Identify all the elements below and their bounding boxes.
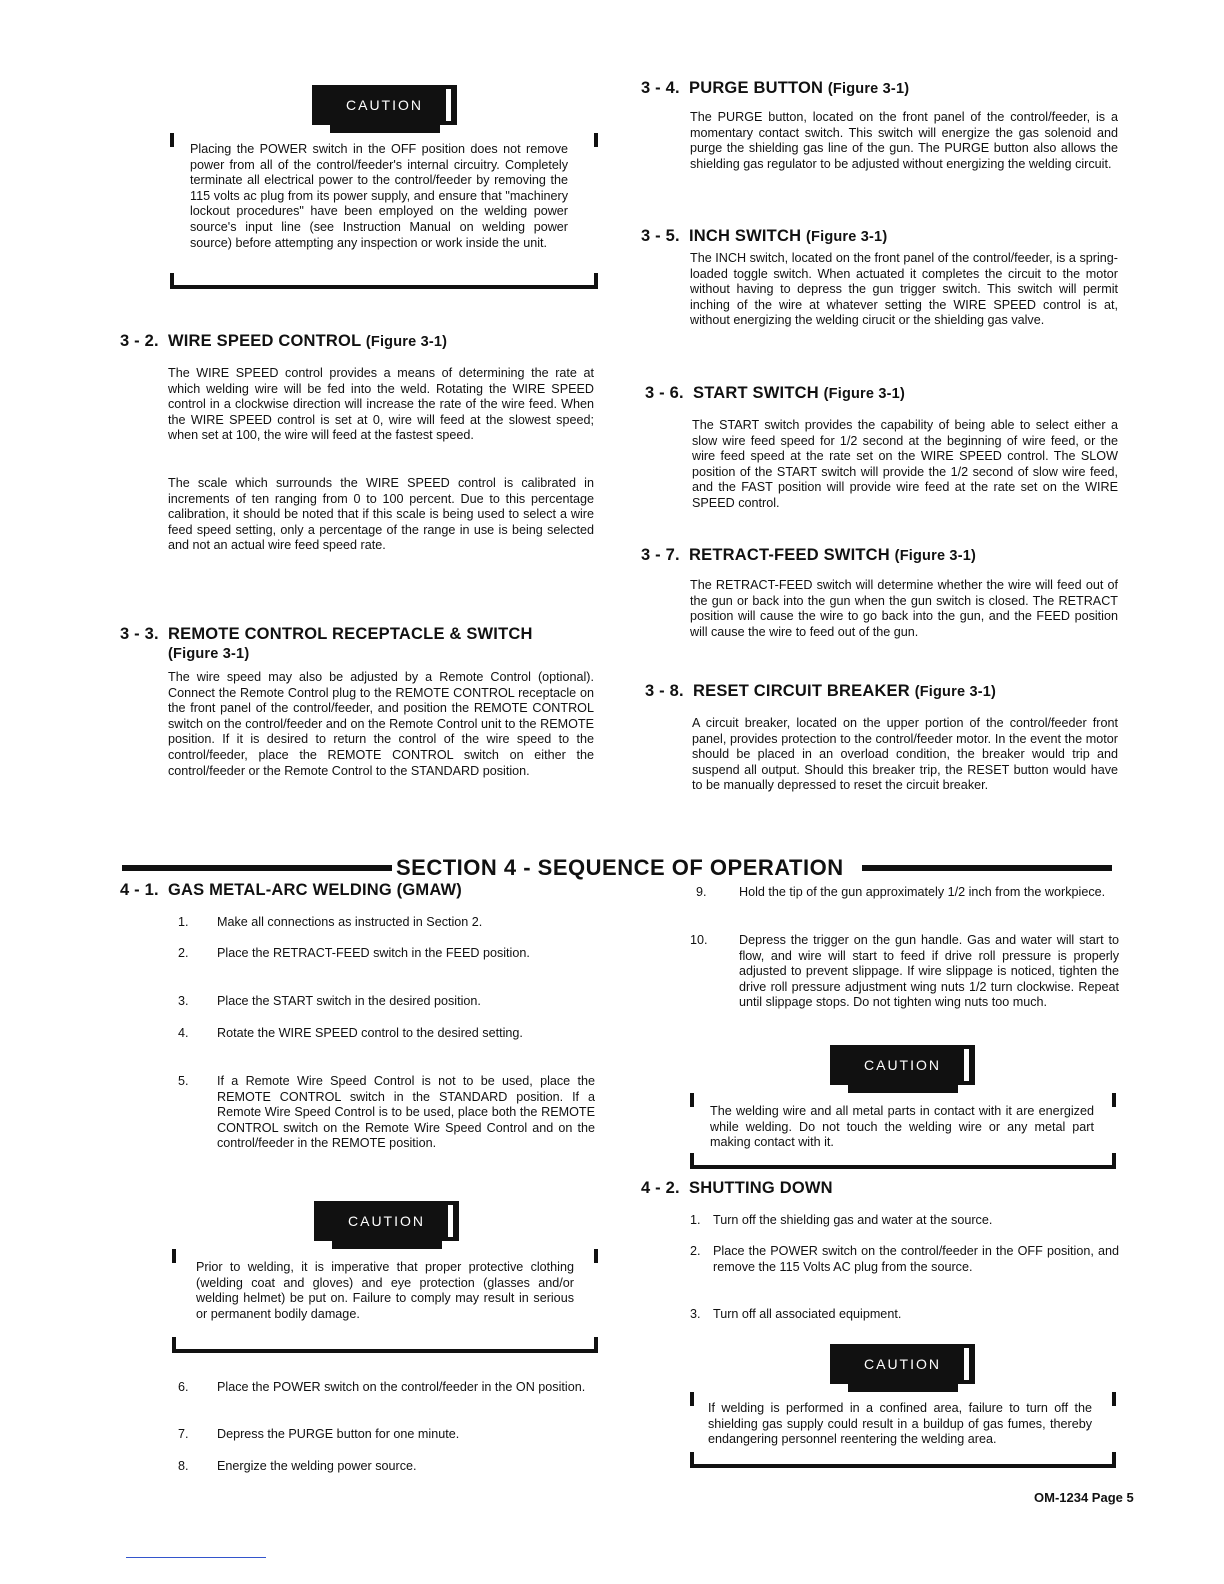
step-text: Make all connections as instructed in Section 2.: [217, 915, 483, 929]
figure-ref: (Figure 3-1): [894, 548, 977, 564]
heading-4-1: [120, 880, 600, 900]
section-number: 3 - 8.: [645, 682, 684, 700]
caution-left-bar: [170, 273, 174, 287]
section-title: RESET CIRCUIT BREAKER: [693, 682, 910, 700]
heading-3-7: [641, 545, 1121, 566]
step-number: 2.: [690, 1244, 701, 1258]
heading-3-3-figure: [168, 643, 368, 664]
step-text: Hold the tip of the gun approximately 1/2 inch from the workpiece.: [739, 885, 1106, 899]
caution-text: The welding wire and all metal parts in contact with it are energized while welding. Do not touch the welding wire or any metal part making contact with it.: [710, 1104, 1094, 1150]
step-text: Rotate the WIRE SPEED control to the desired setting.: [217, 1026, 523, 1040]
step-number: 5.: [178, 1074, 189, 1088]
section-title: PURGE BUTTON: [689, 79, 824, 97]
footnote-rule: [126, 1557, 266, 1558]
section-rule-left: [122, 865, 392, 871]
step-text: Energize the welding power source.: [217, 1459, 417, 1473]
section-number: 3 - 2.: [120, 332, 159, 350]
figure-ref: (Figure 3-1): [806, 229, 888, 245]
section-number: 3 - 6.: [645, 384, 684, 402]
heading-3-4: [641, 78, 1121, 99]
caution-right-bar: [594, 1337, 598, 1351]
section-number: 4 - 2.: [641, 1179, 680, 1197]
step-text: Turn off all associated equipment.: [713, 1307, 902, 1321]
section-title: SHUTTING DOWN: [689, 1179, 833, 1197]
caution-right-bar: [1112, 1093, 1116, 1107]
paragraph: The wire speed may also be adjusted by a Remote Control (optional). Connect the Remote Control plug to the REMOTE CONTROL receptacle on the front panel of the control/feeder, and position the REMOTE CONTROL switch on the control/feeder and on the Remote Control unit to the REMOTE position. If it is desired to return the control of the wire speed to the control/feeder, place the REMOTE CONTROL switch on either the control/feeder or the Remote Control to the STANDARD position.: [168, 670, 594, 778]
caution-label: CAUTION: [830, 1344, 975, 1384]
heading-3-6: [645, 383, 1125, 404]
section-number: 4 - 1.: [120, 881, 159, 899]
section-title: START SWITCH: [693, 384, 819, 402]
paragraph: The WIRE SPEED control provides a means of determining the rate at which welding wire will be fed into the weld. Rotating the WIRE SPEED control in a clockwise direction will increase the rate of the wire feed. When the WIRE SPEED control is set at 0, wire will feed at the slowest speed; when set at 100, the wire will feed at the fastest speed.: [168, 366, 594, 443]
caution-notch: [332, 1241, 442, 1249]
step-number: 6.: [178, 1380, 189, 1394]
heading-3-2: [120, 331, 600, 352]
section-number: 3 - 3.: [120, 625, 159, 643]
figure-ref: (Figure 3-1): [168, 646, 250, 662]
caution-left-bar: [172, 1337, 176, 1351]
caution-text: If welding is performed in a confined area, failure to turn off the shielding gas supply could result in a buildup of gas fumes, thereby endangering personnel reentering the welding area.: [708, 1401, 1092, 1447]
caution-left-bar: [690, 1153, 694, 1167]
step-text: Turn off the shielding gas and water at the source.: [713, 1213, 993, 1227]
paragraph: The START switch provides the capability of being able to select either a slow wire feed speed for 1/2 second at the beginning of wire feed, or the wire feed speed at the rate set on the WIRE SPEED control. The SLOW position of the START switch will provide the 1/2 second of slow wire feed, and the FAST position will provide wire feed at the rate set on the WIRE SPEED control.: [692, 418, 1118, 510]
heading-3-8: [645, 681, 1125, 702]
caution-power-off: [170, 82, 598, 292]
section-4-title: SECTION 4 - SEQUENCE OF OPERATION: [396, 855, 844, 880]
step-number: 9.: [696, 885, 707, 899]
figure-ref: (Figure 3-1): [823, 386, 905, 402]
section-title: GAS METAL-ARC WELDING (GMAW): [168, 881, 463, 899]
caution-left-bar: [170, 133, 174, 147]
step-number: 3.: [178, 994, 189, 1008]
caution-text: Prior to welding, it is imperative that proper protective clothing (welding coat and gloves) and eye protection (glasses and/or welding helmet) be put on. Failure to comply may result in serious or permanent bodily damage.: [196, 1260, 574, 1321]
caution-right-bar: [594, 273, 598, 287]
heading-3-3: [120, 624, 600, 644]
section-title: RETRACT-FEED SWITCH: [689, 546, 890, 564]
figure-ref: (Figure 3-1): [914, 684, 997, 700]
step-number: 1.: [690, 1213, 701, 1227]
caution-text: Placing the POWER switch in the OFF position does not remove power from all of the control/feeder's internal circuitry. Completely terminate all electrical power to the control/feeder by removing the 115 volts ac plug from its power supply, and ensure that "machinery lockout procedures" have been employed on the welding power source's input line (see Instruction Manual on welding power source) before attempting any inspection or work inside the unit.: [190, 142, 568, 250]
figure-ref: (Figure 3-1): [827, 81, 910, 97]
paragraph: The scale which surrounds the WIRE SPEED control is calibrated in increments of ten ranging from 0 to 100 percent. Due to this percentage calibration, it should be noted that if this scale is being used to select a wire feed speed setting, only a percentage of the range in use is being selected and not an actual wire feed speed rate.: [168, 476, 594, 553]
caution-notch: [848, 1085, 958, 1093]
step-number: 1.: [178, 915, 189, 929]
caution-right-bar: [594, 1249, 598, 1263]
paragraph: The RETRACT-FEED switch will determine whether the wire will feed out of the gun or back into the gun when the gun switch is closed. The RETRACT position will cause the wire to go back into the gun, and the FEED position will cause the wire to feed out of the gun.: [690, 578, 1118, 639]
caution-right-bar: [1112, 1392, 1116, 1406]
step-text: Place the POWER switch on the control/feeder in the ON position.: [217, 1380, 586, 1394]
caution-right-bar: [1112, 1153, 1116, 1167]
section-number: 3 - 4.: [641, 79, 680, 97]
caution-label: CAUTION: [830, 1045, 975, 1085]
section-rule-right: [862, 865, 1112, 871]
paragraph: A circuit breaker, located on the upper portion of the control/feeder front panel, provides protection to the control/feeder motor. In the event the motor should be placed in an overload condition, the breaker would trip and suspend all output. Should this breaker trip, the RESET button would have to be manually depressed to reset the circuit breaker.: [692, 716, 1118, 793]
step-number: 4.: [178, 1026, 189, 1040]
page-footer: OM-1234 Page 5: [1034, 1490, 1134, 1505]
step-text: Depress the trigger on the gun handle. Gas and water will start to flow, and wire will start to feed if drive roll pressure is properly adjusted to prevent slippage. If wire slippage is noticed, tighten the drive roll pressure adjustment wing nuts 1/2 turn clockwise. Repeat until slippage stops. Do not tighten wing nuts too much.: [739, 933, 1119, 1010]
caution-notch: [330, 125, 440, 133]
caution-right-bar: [1112, 1452, 1116, 1466]
step-number: 7.: [178, 1427, 189, 1441]
caution-notch: [848, 1384, 958, 1392]
section-title: WIRE SPEED CONTROL: [168, 332, 362, 350]
step-text: Place the RETRACT-FEED switch in the FEED position.: [217, 946, 530, 960]
section-number: 3 - 5.: [641, 227, 680, 245]
paragraph: The INCH switch, located on the front panel of the control/feeder, is a spring-loaded toggle switch. When actuated it completes the circuit to the motor without having to depress the gun trigger switch. This switch will permit inching of the wire at whatever setting the WIRE SPEED control is at, without energizing the welding cirucit or the shielding gas valve.: [690, 251, 1118, 328]
step-number: 2.: [178, 946, 189, 960]
caution-left-bar: [172, 1249, 176, 1263]
caution-left-bar: [690, 1392, 694, 1406]
figure-ref: (Figure 3-1): [365, 334, 448, 350]
caution-right-bar: [594, 133, 598, 147]
step-text: Place the START switch in the desired position.: [217, 994, 481, 1008]
section-title: REMOTE CONTROL RECEPTACLE & SWITCH: [168, 625, 533, 643]
step-text: Place the POWER switch on the control/feeder in the OFF position, and remove the 115 Volts AC plug from the source.: [713, 1244, 1119, 1274]
step-number: 3.: [690, 1307, 701, 1321]
caution-left-bar: [690, 1452, 694, 1466]
section-title: INCH SWITCH: [689, 227, 802, 245]
caution-label: CAUTION: [312, 85, 457, 125]
heading-3-5: [641, 226, 1121, 247]
heading-4-2: [641, 1178, 1121, 1198]
caution-left-bar: [690, 1093, 694, 1107]
step-text: Depress the PURGE button for one minute.: [217, 1427, 460, 1441]
paragraph: The PURGE button, located on the front panel of the control/feeder, is a momentary contact switch. This switch will energize the gas solenoid and purge the shielding gas line of the gun. The PURGE button also allows the shielding gas regulator to be adjusted without energizing the welding circuit.: [690, 110, 1118, 171]
caution-label: CAUTION: [314, 1201, 459, 1241]
step-number: 10.: [690, 933, 708, 947]
step-number: 8.: [178, 1459, 189, 1473]
step-text: If a Remote Wire Speed Control is not to be used, place the REMOTE CONTROL switch in the STANDARD position. If a Remote Wire Speed Control is to be used, place both the REMOTE CONTROL switch on the Remote Wire Speed Control and on the control/feeder in the REMOTE position.: [217, 1074, 595, 1151]
section-number: 3 - 7.: [641, 546, 680, 564]
